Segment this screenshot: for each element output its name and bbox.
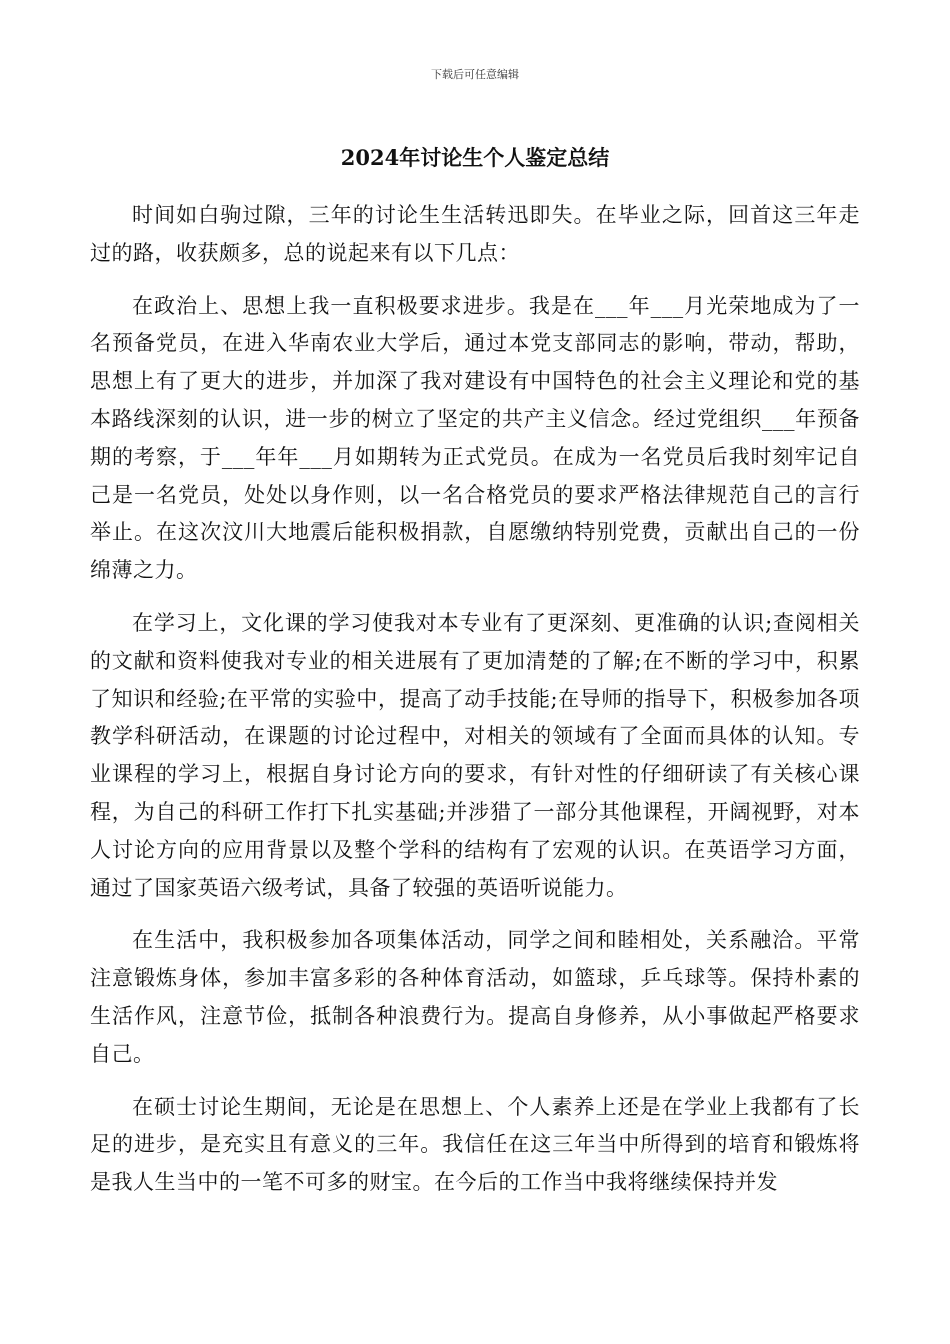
paragraph-summary: 在硕士讨论生期间，无论是在思想上、个人素养上还是在学业上我都有了长足的进步，是充实且有意义的三年。我信任在这三年当中所得到的培育和锻炼将是我人生当中的一笔不可多的财宝。在今后的工作当中我将继续保持并发 [90, 1094, 860, 1195]
header-note: 下载后可任意编辑 [431, 68, 519, 81]
paragraph-politics: 在政治上、思想上我一直积极要求进步。我是在___年___月光荣地成为了一名预备党员，在进入华南农业大学后，通过本党支部同志的影响，带动，帮助，思想上有了更大的进步，并加深了我对建设有中国特色的社会主义理论和党的基本路线深刻的认识，进一步的树立了坚定的共产主义信念。经过党组织___年预备期的考察，于___年年___月如期转为正式党员。在成为一名党员后我时刻牢记自己是一名党员，处处以身作则，以一名合格党员的要求严格法律规范自己的言行举止。在这次汶川大地震后能积极捐款，自愿缴纳特别党费，贡献出自己的一份绵薄之力。 [90, 293, 860, 583]
document-title: 2024年讨论生个人鉴定总结 [340, 145, 610, 170]
document-body [90, 197, 860, 1217]
paragraph-life: 在生活中，我积极参加各项集体活动，同学之间和睦相处，关系融洽。平常注意锻炼身体，参加丰富多彩的各种体育活动，如篮球，乒乓球等。保持朴素的生活作风，注意节俭，抵制各种浪费行为。提高自身修养，从小事做起严格要求自己。 [90, 928, 860, 1066]
paragraph-study: 在学习上，文化课的学习使我对本专业有了更深刻、更准确的认识;查阅相关的文献和资料使我对专业的相关进展有了更加清楚的了解;在不断的学习中，积累了知识和经验;在平常的实验中，提高了动手技能;在导师的指导下，积极参加各项教学科研活动，在课题的讨论过程中，对相关的领域有了全面而具体的认知。专业课程的学习上，根据自身讨论方向的要求，有针对性的仔细研读了有关核心课程，为自己的科研工作打下扎实基础;并涉猎了一部分其他课程，开阔视野，对本人讨论方向的应用背景以及整个学科的结构有了宏观的认识。在英语学习方面，通过了国家英语六级考试，具备了较强的英语听说能力。 [90, 610, 860, 900]
paragraph-intro: 时间如白驹过隙，三年的讨论生生活转迅即失。在毕业之际，回首这三年走过的路，收获颇多，总的说起来有以下几点： [90, 203, 860, 265]
